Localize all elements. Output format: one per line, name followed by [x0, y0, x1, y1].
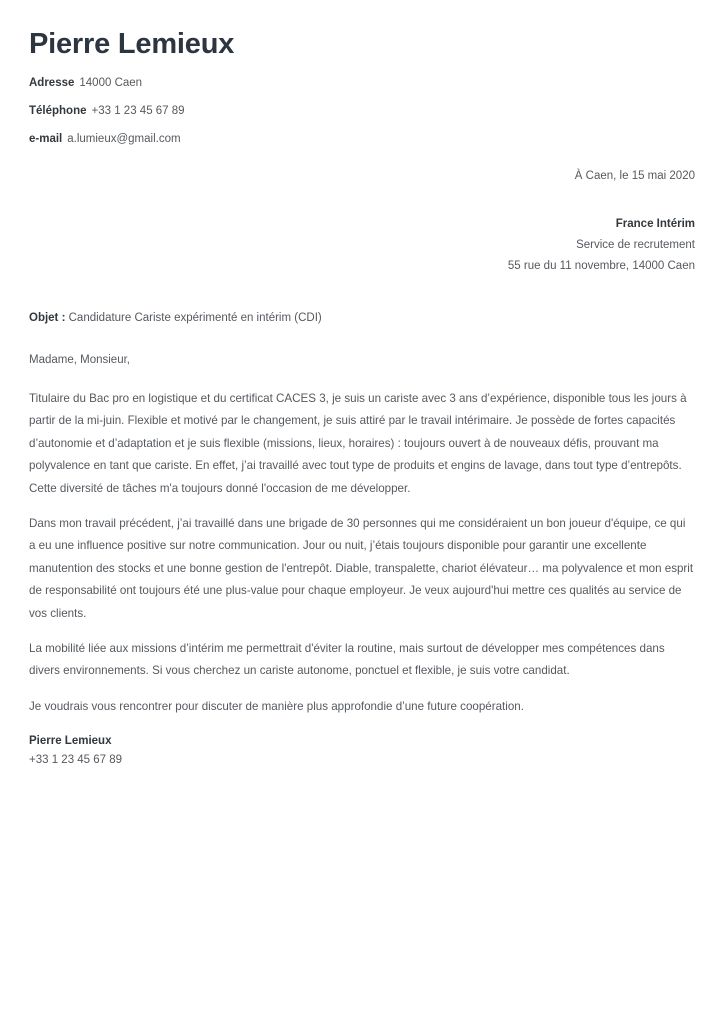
subject-line: [29, 310, 695, 327]
recipient-department: Service de recrutement: [576, 239, 695, 251]
body-paragraph: Je voudrais vous rencontrer pour discuter de manière plus approfondie d’une future coopération.: [29, 699, 524, 713]
contact-label-adresse: Adresse: [29, 77, 75, 89]
salutation: Madame, Monsieur,: [29, 354, 130, 366]
subject-label: Objet :: [29, 312, 66, 324]
contact-details: [29, 76, 695, 147]
contact-row-telephone: [29, 104, 695, 119]
contact-value-telephone: +33 1 23 45 67 89: [91, 105, 185, 117]
letter-body: [29, 388, 695, 718]
dateline: À Caen, le 15 mai 2020: [574, 170, 695, 182]
contact-row-adresse: [29, 76, 695, 91]
recipient-address: 55 rue du 11 novembre, 14000 Caen: [507, 260, 695, 272]
signature-name: Pierre Lemieux: [29, 735, 112, 748]
body-paragraph: Titulaire du Bac pro en logistique et du certificat CACES 3, je suis un cariste avec 3 ans d’expérience, disponible tous les jours à partir de la mi-juin. Flexible et motivé par le changement, je suis attiré par le travail intérimaire. Je possède de fortes capacités d’autonomie et d’adaptation et je suis flexible (missions, lieux, horaires) : toujours ouvert à de nouveaux défis, prouvant ma polyvalence en tant que cariste. En effet, j’ai travaillé avec tout type de produits et engins de lavage, dans tout type d’entrepôts. Cette diversité de tâches m'a toujours donné l'occasion de me développer.: [29, 392, 687, 495]
recipient-block: [29, 214, 695, 277]
contact-row-email: [29, 132, 695, 147]
recipient-company: France Intérim: [615, 218, 695, 230]
contact-value-email: a.lumieux@gmail.com: [67, 133, 181, 145]
subject-text: Candidature Cariste expérimenté en intérim (CDI): [68, 312, 322, 324]
body-paragraph: La mobilité liée aux missions d’intérim me permettrait d'éviter la routine, mais surtout de développer mes compétences dans divers environnements. Si vous cherchez un cariste autonome, ponctuel et flexible, je suis votre candidat.: [29, 642, 665, 678]
page-title: Pierre Lemieux: [29, 28, 235, 60]
body-paragraph: Dans mon travail précédent, j’ai travaillé dans une brigade de 30 personnes qui me considéraient un bon joueur d'équipe, ce qui a eu une influence positive sur notre communication. Jour ou nuit, j’étais toujours disponible pour garantir une excellente manutention des stocks et une bonne gestion de l'entrepôt. Diable, transpalette, chariot élévateur… ma polyvalence et mon esprit de responsabilité ont toujours été une plus-value pour chaque employeur. Je veux aujourd'hui mettre ces qualités au service de vos clients.: [29, 517, 694, 620]
contact-label-telephone: Téléphone: [29, 105, 87, 117]
signature-block: [29, 732, 695, 770]
signature-phone: +33 1 23 45 67 89: [29, 754, 123, 767]
contact-value-adresse: 14000 Caen: [79, 77, 143, 89]
contact-label-email: e-mail: [29, 133, 63, 145]
